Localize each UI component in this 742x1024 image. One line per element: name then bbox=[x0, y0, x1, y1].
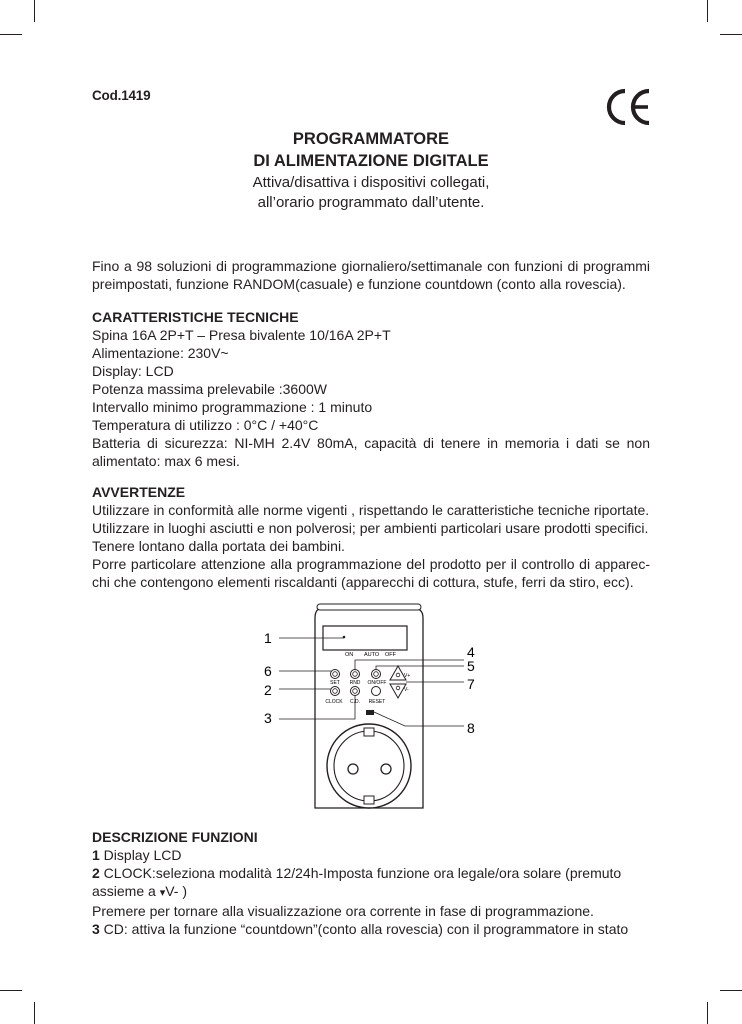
subtitle-line-2: all’orario programmato dall’utente. bbox=[257, 194, 485, 211]
socket-inner-ring bbox=[334, 731, 404, 801]
function-item-1-number: 1 bbox=[92, 847, 100, 863]
function-item-2-text: CLOCK:seleziona modalità 12/24h-Imposta funzione ora legale/ora solare (premuto bbox=[99, 865, 622, 881]
socket-hole-right bbox=[381, 764, 391, 774]
ce-mark-logo bbox=[604, 88, 652, 126]
clock-label: CLOCK bbox=[325, 699, 343, 705]
function-item-1 bbox=[92, 846, 650, 864]
function-item-3-text: CD: attiva la funzione “countdown”(conto alla rovescia) con il programmatore in stato bbox=[99, 921, 629, 937]
clock-button-inner bbox=[333, 689, 338, 694]
device-top-edge bbox=[317, 604, 421, 610]
callout-6: 6 bbox=[264, 663, 272, 679]
callout-8: 8 bbox=[467, 720, 475, 736]
cd-label: C.D. bbox=[350, 699, 360, 705]
reset-button bbox=[372, 687, 381, 696]
warnings-section bbox=[92, 483, 650, 591]
spec-item: Temperatura di utilizzo : 0°C / +40°C bbox=[92, 417, 319, 433]
function-item-3 bbox=[92, 920, 650, 938]
spec-battery-line-1: Batteria di sicurezza: NI-MH 2.4V 80mA, capacità di tenere in memoria i dati se non bbox=[92, 435, 650, 451]
warning-line: Utilizzare in conformità alle norme vigenti , rispettando le caratteristiche tecniche riportate. bbox=[92, 502, 650, 518]
cd-button-inner bbox=[353, 689, 358, 694]
intro-line-2: preimpostati, funzione RANDOM(casuale) e funzione countdown (conto alla rovescia). bbox=[92, 276, 626, 292]
warning-line: chi che contengono elementi riscaldanti (apparecchi di cottura, stufe, ferri da stiro, ecc). bbox=[92, 574, 634, 590]
function-item-3-number: 3 bbox=[92, 921, 100, 937]
crop-mark bbox=[0, 990, 22, 991]
callout-4: 4 bbox=[467, 644, 475, 660]
battery-indicator bbox=[366, 710, 374, 715]
socket-hole-left bbox=[348, 764, 358, 774]
title-line-2: DI ALIMENTAZIONE DIGITALE bbox=[253, 152, 489, 170]
callout-7: 7 bbox=[467, 676, 475, 692]
lcd-label-off: OFF bbox=[385, 652, 396, 658]
callout-3: 3 bbox=[264, 710, 272, 726]
warning-line: Utilizzare in luoghi asciutti e non polverosi; per ambienti particolari usare prodotti specifici. bbox=[92, 520, 649, 536]
crop-mark bbox=[720, 990, 742, 991]
function-item-2-text-post: V- ) bbox=[165, 883, 188, 899]
spec-item: Display: LCD bbox=[92, 363, 174, 379]
crop-mark bbox=[34, 1002, 35, 1024]
socket-bottom-clip bbox=[364, 796, 374, 804]
subtitle-line-1: Attiva/disattiva i dispositivi collegati, bbox=[252, 174, 490, 191]
spec-item: Alimentazione: 230V~ bbox=[92, 345, 229, 361]
product-code: Cod.1419 bbox=[92, 88, 151, 103]
spec-item: Potenza massima prelevabile :3600W bbox=[92, 381, 328, 397]
function-item-2-number: 2 bbox=[92, 865, 100, 881]
function-item-2 bbox=[92, 864, 650, 882]
warning-line: Porre particolare attenzione alla programmazione del prodotto per il controllo di apparec- bbox=[92, 556, 650, 572]
rnd-button-inner bbox=[353, 672, 358, 677]
intro-paragraph bbox=[92, 257, 650, 293]
function-item-2-line-2 bbox=[92, 882, 650, 902]
v-minus-label: V- bbox=[404, 687, 409, 693]
callout-5: 5 bbox=[467, 658, 475, 674]
function-item-1-text: Display LCD bbox=[99, 847, 182, 863]
intro-line-1: Fino a 98 soluzioni di programmazione giornaliero/settimanale con funzioni di programmi bbox=[92, 258, 650, 274]
callout-2: 2 bbox=[264, 682, 272, 698]
function-item-2-text-pre: assieme a bbox=[92, 883, 160, 899]
onoff-button-inner bbox=[374, 672, 379, 677]
set-label: SET bbox=[330, 680, 340, 686]
spec-battery-line-2: alimentato: max 6 mesi. bbox=[92, 453, 240, 469]
crop-mark bbox=[720, 34, 742, 35]
warning-line: Tenere lontano dalla portata dei bambini. bbox=[92, 538, 345, 554]
onoff-label: ON/OFF bbox=[367, 680, 387, 686]
reset-label: RESET bbox=[368, 699, 386, 705]
crop-mark bbox=[34, 0, 35, 22]
crop-mark bbox=[0, 34, 22, 35]
v-plus-label: V+ bbox=[404, 673, 411, 679]
lcd-label-on: ON bbox=[345, 652, 354, 658]
spec-item: Spina 16A 2P+T – Presa bivalente 10/16A 2P+T bbox=[92, 327, 391, 343]
socket-top-clip bbox=[364, 728, 374, 736]
spec-item: Intervallo minimo programmazione : 1 minuto bbox=[92, 399, 373, 415]
functions-heading: DESCRIZIONE FUNZIONI bbox=[92, 829, 258, 845]
down-triangle-icon: ▾ bbox=[159, 887, 166, 899]
lcd-label-auto: AUTO bbox=[364, 652, 380, 658]
title-line-1: PROGRAMMATORE bbox=[292, 130, 450, 148]
warnings-heading: AVVERTENZE bbox=[92, 484, 186, 500]
set-button-inner bbox=[333, 672, 338, 677]
callout-1: 1 bbox=[264, 630, 272, 646]
function-item-2-extra: Premere per tornare alla visualizzazione ora corrente in fase di programmazione. bbox=[92, 903, 594, 919]
crop-mark bbox=[707, 1002, 708, 1024]
specs-section bbox=[92, 308, 650, 470]
device-diagram bbox=[255, 600, 485, 822]
specs-heading: CARATTERISTICHE TECNICHE bbox=[92, 309, 299, 325]
crop-mark bbox=[707, 0, 708, 22]
rnd-label: RND bbox=[349, 680, 361, 686]
functions-section bbox=[92, 828, 650, 938]
